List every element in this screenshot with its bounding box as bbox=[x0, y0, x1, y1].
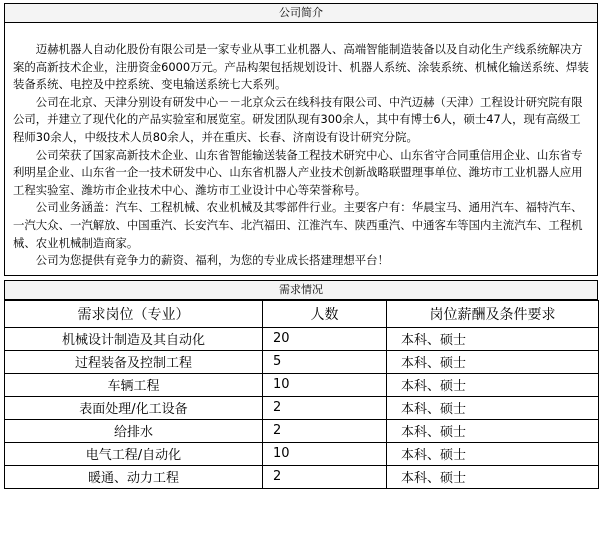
requirement-cell: 本科、硕士 bbox=[387, 396, 599, 419]
requirement-cell: 本科、硕士 bbox=[387, 350, 599, 373]
requirement-cell: 本科、硕士 bbox=[387, 442, 599, 465]
demand-section bbox=[4, 280, 598, 300]
count-cell: 10 bbox=[263, 373, 387, 396]
demand-table bbox=[4, 300, 599, 489]
column-header-requirement: 岗位薪酬及条件要求 bbox=[387, 300, 599, 327]
table-row bbox=[5, 350, 599, 373]
requirement-cell: 本科、硕士 bbox=[387, 465, 599, 488]
table-row bbox=[5, 465, 599, 488]
position-cell: 过程装备及控制工程 bbox=[5, 350, 263, 373]
company-intro-section bbox=[4, 3, 598, 276]
count-cell: 2 bbox=[263, 396, 387, 419]
column-header-position: 需求岗位（专业） bbox=[5, 300, 263, 327]
intro-paragraph: 公司为您提供有竞争力的薪资、福利，为您的专业成长搭建理想平台！ bbox=[35, 253, 389, 268]
table-row bbox=[5, 396, 599, 419]
position-cell: 机械设计制造及其自动化 bbox=[5, 327, 263, 350]
table-header-row bbox=[5, 300, 599, 327]
intro-paragraph: 公司在北京、天津分别设有研发中心－－北京众云在线科技有限公司、中汽迈赫（天津）工程设计研究院有限公司，并建立了现代化的产品实验室和展览室。研发团队现有300余人，其中有博士6人，硕士47人，现有高级工程师30余人，中级技术人员80余人，并在重庆、长春、济南设有设计研究分院。 bbox=[13, 94, 583, 144]
intro-paragraph: 公司荣获了国家高新技术企业、山东省智能输送装备工程技术研究中心、山东省守合同重信用企业、山东省专利明星企业、山东省一企一技术研发中心、山东省机器人产业技术创新战略联盟理事单位、潍坊市工业机器人应用工程实验室、潍坊市企业技术中心、潍坊市工业设计中心等荣誉称号。 bbox=[13, 147, 583, 197]
requirement-cell: 本科、硕士 bbox=[387, 373, 599, 396]
count-cell: 2 bbox=[263, 465, 387, 488]
count-cell: 20 bbox=[263, 327, 387, 350]
position-cell: 车辆工程 bbox=[5, 373, 263, 396]
table-row bbox=[5, 373, 599, 396]
count-cell: 2 bbox=[263, 419, 387, 442]
intro-paragraph: 迈赫机器人自动化股份有限公司是一家专业从事工业机器人、高端智能制造装备以及自动化生产线系统解决方案的高新技术企业，注册资金6000万元。产品构架包括规划设计、机器人系统、涂装系统、机械化输送系统、焊装装备系统、电控及中控系统、变电输送系统七大系列。 bbox=[13, 42, 589, 92]
position-cell: 暖通、动力工程 bbox=[5, 465, 263, 488]
page-container bbox=[4, 3, 598, 489]
table-row bbox=[5, 327, 599, 350]
intro-paragraph: 公司业务涵盖：汽车、工程机械、农业机械及其零部件行业。主要客户有：华晨宝马、通用汽车、福特汽车、一汽大众、一汽解放、中国重汽、长安汽车、北汽福田、江淮汽车、陕西重汽、中通客车等国内主流汽车、工程机械、农业机械制造商家。 bbox=[13, 200, 583, 250]
position-cell: 电气工程/自动化 bbox=[5, 442, 263, 465]
company-intro-body bbox=[5, 23, 597, 275]
demand-header: 需求情况 bbox=[5, 281, 597, 299]
table-row bbox=[5, 419, 599, 442]
requirement-cell: 本科、硕士 bbox=[387, 419, 599, 442]
table-row bbox=[5, 442, 599, 465]
company-intro-header: 公司简介 bbox=[5, 4, 597, 23]
column-header-count: 人数 bbox=[263, 300, 387, 327]
count-cell: 10 bbox=[263, 442, 387, 465]
count-cell: 5 bbox=[263, 350, 387, 373]
position-cell: 给排水 bbox=[5, 419, 263, 442]
position-cell: 表面处理/化工设备 bbox=[5, 396, 263, 419]
requirement-cell: 本科、硕士 bbox=[387, 327, 599, 350]
